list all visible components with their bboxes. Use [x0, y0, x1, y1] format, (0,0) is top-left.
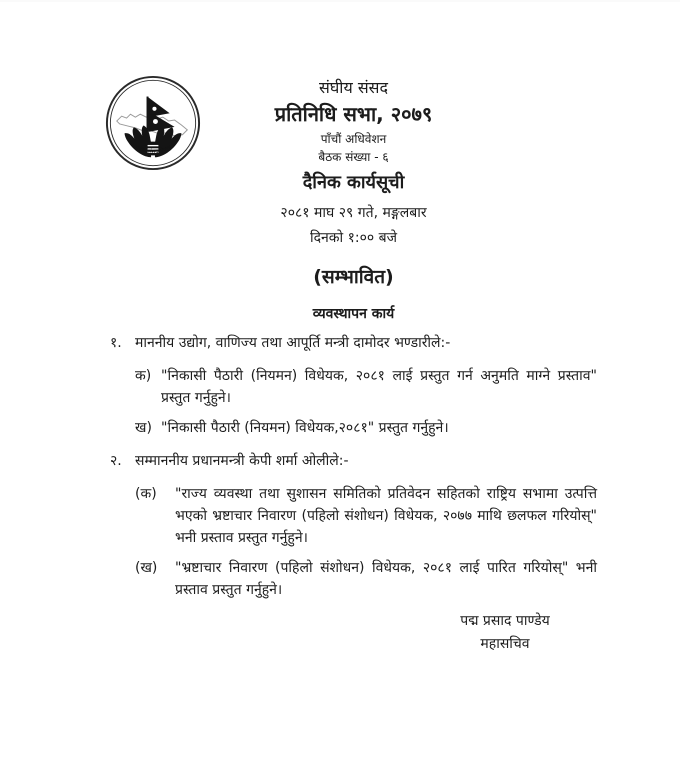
item-title: सम्माननीय प्रधानमन्त्री केपी शर्मा ओलीले:- — [135, 453, 349, 469]
document-title: दैनिक कार्यसूची — [302, 172, 405, 193]
tentative-label: (सम्भावित) — [313, 266, 394, 288]
subitem-text: "भ्रष्टाचार निवारण (पहिलो संशोधन) विधेयक, २०८१ लाई पारित गरियोस्" भनी प्रस्ताव प्रस्तुत गर्नुहुने। — [175, 560, 597, 598]
item-number: १. — [110, 335, 122, 351]
item-title: माननीय उद्योग, वाणिज्य तथा आपूर्ति मन्त्री दामोदर भण्डारीले:- — [135, 335, 451, 351]
agenda-item-2-sub-a — [135, 483, 597, 549]
emblem-band-text: संघीय संसद नेपाल — [133, 144, 173, 156]
subitem-label: ख) — [135, 420, 152, 436]
parliament-emblem-icon — [104, 74, 202, 172]
subitem-label: (क) — [135, 486, 157, 502]
meeting-date: २०८१ माघ २९ गते, मङ्गलबार — [280, 205, 427, 221]
meeting-time: दिनको १:०० बजे — [309, 230, 398, 246]
section-title: व्यवस्थापन कार्य — [312, 306, 395, 322]
agenda-body — [110, 332, 597, 601]
agenda-item-1-sub-a — [135, 365, 597, 409]
item-number: २. — [110, 453, 122, 469]
agenda-item-2 — [110, 450, 597, 472]
subitem-text: "निकासी पैठारी (नियमन) विधेयक,२०८१" प्रस्तुत गर्नुहुने। — [161, 420, 449, 436]
agenda-item-2-sub-b — [135, 557, 597, 601]
subitem-label: (ख) — [135, 560, 158, 576]
org-name: संघीय संसद — [319, 78, 388, 97]
subitem-text: "राज्य व्यवस्था तथा सुशासन समितिको प्रतिवेदन सहितको राष्ट्रिय सभामा उत्पत्ति भएको भ्रष्टाचार निवारण (पहिलो संशोधन) विधेयक, २०७७ माथि छलफल गरियोस्" भनी प्रस्ताव प्रस्तुत गर्नुहुने। — [175, 486, 597, 546]
signatory-name: पद्म प्रसाद पाण्डेय — [460, 613, 550, 629]
signature-block — [430, 610, 580, 656]
house-title: प्रतिनिधि सभा, २०७९ — [274, 102, 433, 126]
subitem-label: क) — [135, 368, 152, 384]
subitem-text: "निकासी पैठारी (नियमन) विधेयक, २०८१ लाई प्रस्तुत गर्न अनुमति माग्ने प्रस्ताव" प्रस्तुत गर्नुहुने। — [161, 368, 597, 406]
meeting-number: बैठक संख्या - ६ — [318, 150, 389, 164]
agenda-item-1 — [110, 332, 597, 354]
signatory-role: महासचिव — [480, 636, 530, 652]
agenda-item-1-sub-b — [135, 417, 597, 439]
session-label: पाँचौं अधिवेशन — [320, 132, 387, 146]
